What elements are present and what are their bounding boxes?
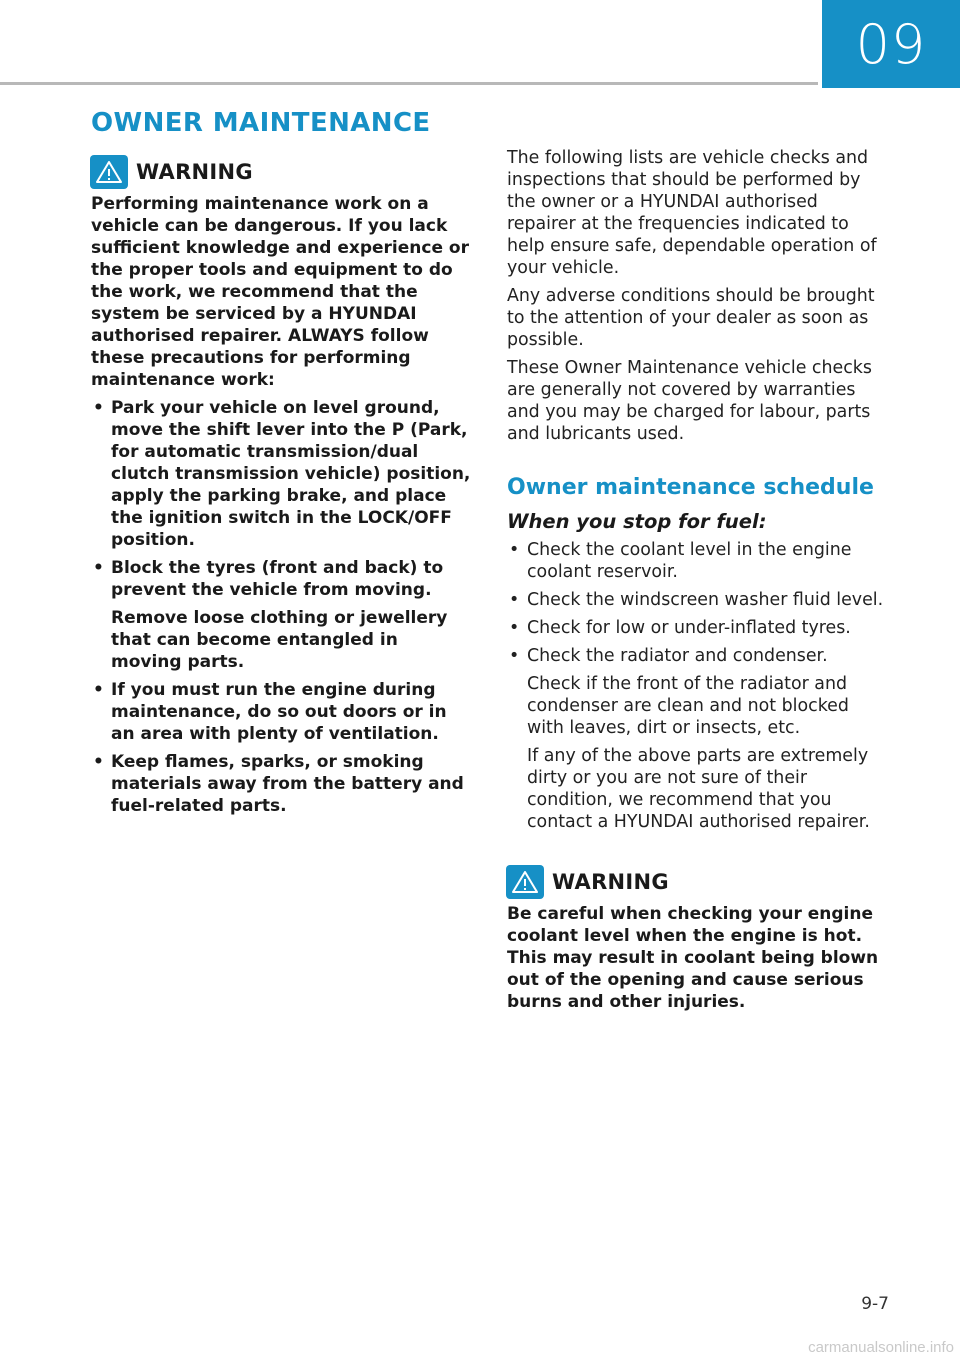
warning-label: WARNING — [552, 870, 669, 894]
list-item: • If you must run the engine during maintenance, do so out doors or in an area with plenty of ventilation. — [91, 679, 471, 745]
intro-paragraph: Any adverse conditions should be brought to the attention of your dealer as soon as possible. — [507, 286, 875, 350]
warning-intro: Performing maintenance work on a vehicle can be dangerous. If you lack sufficient knowledge and experience or the proper tools and equipment to do the work, we recommend that the system be serviced by a HYUNDAI authorised repairer. ALWAYS follow these precautions for performing maintenance work: — [91, 194, 469, 390]
right-column — [507, 147, 885, 1013]
warning-triangle-icon — [506, 865, 544, 899]
list-item: • Keep flames, sparks, or smoking materials away from the battery and fuel-related parts. — [91, 751, 471, 817]
schedule-heading: Owner maintenance schedule — [507, 475, 874, 500]
list-item-note: Check if the front of the radiator and condenser are clean and not blocked with leaves, dirt or insects, etc. — [527, 674, 849, 738]
section-title: OWNER MAINTENANCE — [91, 108, 431, 138]
list-item-note: Remove loose clothing or jewellery that can become entangled in moving parts. — [111, 608, 448, 672]
warning-header — [91, 153, 471, 191]
intro-paragraph: The following lists are vehicle checks and inspections that should be performed by the owner or a HYUNDAI authorised repairer at the frequencies indicated to help ensure safe, dependable operation of your vehicle. — [507, 148, 877, 278]
list-item: • Check the radiator and condenser. Check if the front of the radiator and condenser are clean and not blocked with leaves, dirt or insects, etc. If any of the above parts are extremely dirty or you are not sure of their condition, we recommend that you contact a HYUNDAI authorised repairer. — [507, 645, 885, 833]
coolant-warning — [507, 863, 885, 1013]
chapter-tab: 09 — [822, 0, 960, 88]
list-item-note: If any of the above parts are extremely dirty or you are not sure of their condition, we recommend that you contact a HYUNDAI authorised repairer. — [527, 746, 870, 832]
warning-header — [507, 863, 885, 901]
warning-label: WARNING — [136, 160, 253, 184]
warning-triangle-icon — [90, 155, 128, 189]
intro-paragraph: These Owner Maintenance vehicle checks are generally not covered by warranties and you may be charged for labour, parts and lubricants used. — [507, 358, 872, 444]
left-column — [91, 153, 471, 823]
header-rule — [0, 82, 818, 85]
list-item: • Check the windscreen washer fluid level. — [507, 589, 885, 611]
precautions-list — [91, 397, 471, 817]
page-number: 9-7 — [861, 1294, 889, 1314]
list-item: • Check for low or under-inflated tyres. — [507, 617, 885, 639]
list-item: • Block the tyres (front and back) to prevent the vehicle from moving. Remove loose clothing or jewellery that can become entangled in moving parts. — [91, 557, 471, 673]
list-item: • Park your vehicle on level ground, move the shift lever into the P (Park, for automatic transmission/dual clutch transmission vehicle) position, apply the parking brake, and place the ignition switch in the LOCK/OFF position. — [91, 397, 471, 551]
fuel-stop-heading: When you stop for fuel: — [507, 510, 767, 533]
coolant-warning-text: Be careful when checking your engine coolant level when the engine is hot. This may result in coolant being blown out of the opening and cause serious burns and other injuries. — [507, 904, 879, 1012]
list-item: • Check the coolant level in the engine coolant reservoir. — [507, 539, 885, 583]
fuel-stop-list — [507, 539, 885, 833]
footer-site: carmanualsonline.info — [808, 1339, 954, 1356]
